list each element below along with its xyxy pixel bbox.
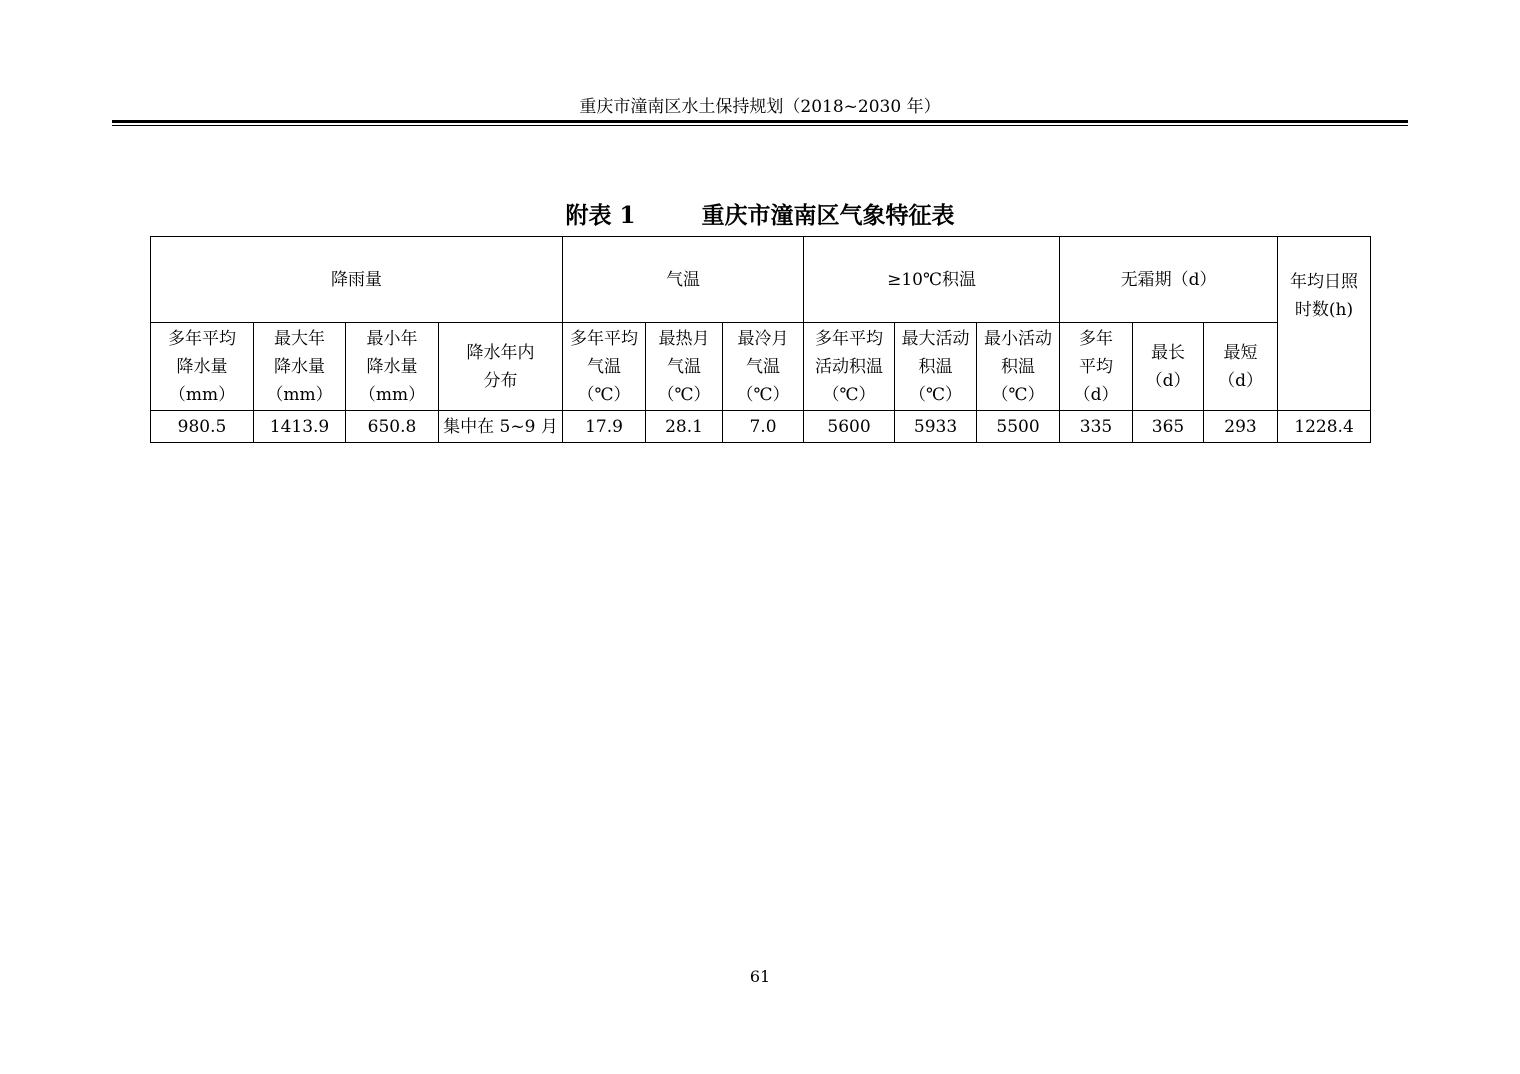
col-frost-longest: 最长 （d） bbox=[1133, 323, 1204, 411]
table-title bbox=[0, 200, 1520, 232]
col-avg-temp: 多年平均 气温 （℃） bbox=[563, 323, 646, 411]
value-avg-active-accum: 5600 bbox=[804, 411, 895, 443]
column-header-row bbox=[151, 323, 1371, 411]
value-min-active-accum: 5500 bbox=[977, 411, 1060, 443]
value-max-precip: 1413.9 bbox=[254, 411, 346, 443]
header-rule-thin bbox=[112, 125, 1408, 126]
col-max-active-accum: 最大活动 积温 （℃） bbox=[895, 323, 977, 411]
col-avg-active-accum: 多年平均 活动积温 （℃） bbox=[804, 323, 895, 411]
table-label: 附表 1 bbox=[565, 202, 636, 229]
value-coldest-month: 7.0 bbox=[723, 411, 804, 443]
col-min-precip: 最小年 降水量 （mm） bbox=[346, 323, 439, 411]
col-min-active-accum: 最小活动 积温 （℃） bbox=[977, 323, 1060, 411]
col-coldest-month: 最冷月 气温 （℃） bbox=[723, 323, 804, 411]
value-sunshine-hours: 1228.4 bbox=[1278, 411, 1371, 443]
value-avg-precip: 980.5 bbox=[151, 411, 254, 443]
col-hottest-month: 最热月 气温 （℃） bbox=[646, 323, 723, 411]
sunshine-line-1: 年均日照 bbox=[1290, 271, 1359, 292]
col-frost-avg: 多年 平均 （d） bbox=[1060, 323, 1133, 411]
group-temperature: 气温 bbox=[563, 237, 804, 323]
meteorological-table bbox=[150, 236, 1371, 443]
value-min-precip: 650.8 bbox=[346, 411, 439, 443]
value-max-active-accum: 5933 bbox=[895, 411, 977, 443]
col-avg-precip: 多年平均 降水量 （mm） bbox=[151, 323, 254, 411]
group-sunshine bbox=[1278, 237, 1371, 411]
col-max-precip: 最大年 降水量 （mm） bbox=[254, 323, 346, 411]
header-rule-thick bbox=[112, 120, 1408, 123]
col-precip-distribution: 降水年内 分布 bbox=[439, 323, 563, 411]
sunshine-line-2: 时数(h) bbox=[1294, 299, 1354, 320]
data-row bbox=[151, 411, 1371, 443]
value-frost-avg: 335 bbox=[1060, 411, 1133, 443]
value-hottest-month: 28.1 bbox=[646, 411, 723, 443]
group-accumulated-temp: ≥10℃积温 bbox=[804, 237, 1060, 323]
value-frost-longest: 365 bbox=[1133, 411, 1204, 443]
page-number: 61 bbox=[749, 967, 771, 986]
group-rainfall: 降雨量 bbox=[151, 237, 563, 323]
group-header-row bbox=[151, 237, 1371, 323]
value-frost-shortest: 293 bbox=[1204, 411, 1278, 443]
value-avg-temp: 17.9 bbox=[563, 411, 646, 443]
table-name: 重庆市潼南区气象特征表 bbox=[701, 202, 955, 229]
value-precip-distribution: 集中在 5~9 月 bbox=[439, 411, 563, 443]
running-header: 重庆市潼南区水土保持规划（2018~2030 年） bbox=[579, 97, 941, 117]
group-frost-free: 无霜期（d） bbox=[1060, 237, 1278, 323]
col-frost-shortest: 最短 （d） bbox=[1204, 323, 1278, 411]
